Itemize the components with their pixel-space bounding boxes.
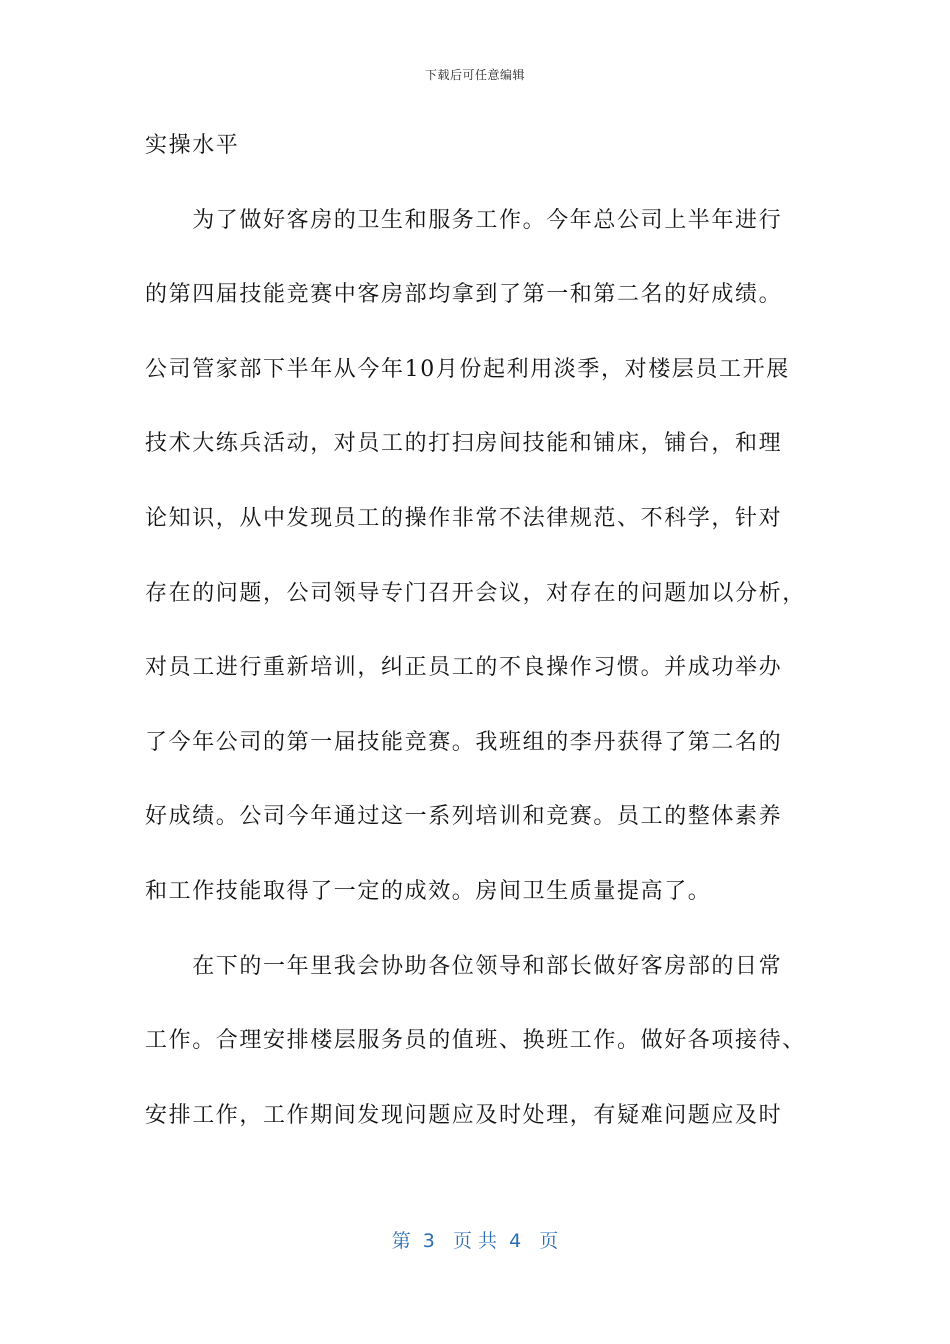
page-number-footer: 第 3 页 共 4 页 — [391, 1230, 559, 1252]
header-note: 下载后可任意编辑 — [424, 68, 525, 82]
text-line: 的第四届技能竞赛中客房部均拿到了第一和第二名的好成绩。 — [145, 282, 783, 308]
text-line: 好成绩。公司今年通过这一系列培训和竞赛。员工的整体素养 — [145, 804, 783, 830]
text-line: 存在的问题，公司领导专门召开会议，对存在的问题加以分析， — [145, 580, 806, 606]
document-body — [145, 128, 815, 1172]
text-line: 安排工作，工作期间发现问题应及时处理，有疑难问题应及时 — [145, 1102, 783, 1128]
text-line: 技术大练兵活动，对员工的打扫房间技能和铺床，铺台，和理 — [145, 431, 783, 457]
text-line: 了今年公司的第一届技能竞赛。我班组的李丹获得了第二名的 — [145, 729, 783, 755]
text-line: 论知识，从中发现员工的操作非常不法律规范、不科学，针对 — [145, 505, 783, 531]
text-line: 工作。合理安排楼层服务员的值班、换班工作。做好各项接待、 — [145, 1028, 806, 1054]
text-line: 为了做好客房的卫生和服务工作。今年总公司上半年进行 — [145, 207, 783, 233]
text-line: 和工作技能取得了一定的成效。房间卫生质量提高了。 — [145, 878, 712, 904]
text-line: 在下的一年里我会协助各位领导和部长做好客房部的日常 — [145, 953, 783, 979]
text-line: 实操水平 — [145, 133, 240, 158]
text-line: 公司管家部下半年从今年10月份起利用淡季，对楼层员工开展 — [145, 356, 790, 382]
text-line: 对员工进行重新培训，纠正员工的不良操作习惯。并成功举办 — [145, 655, 783, 681]
